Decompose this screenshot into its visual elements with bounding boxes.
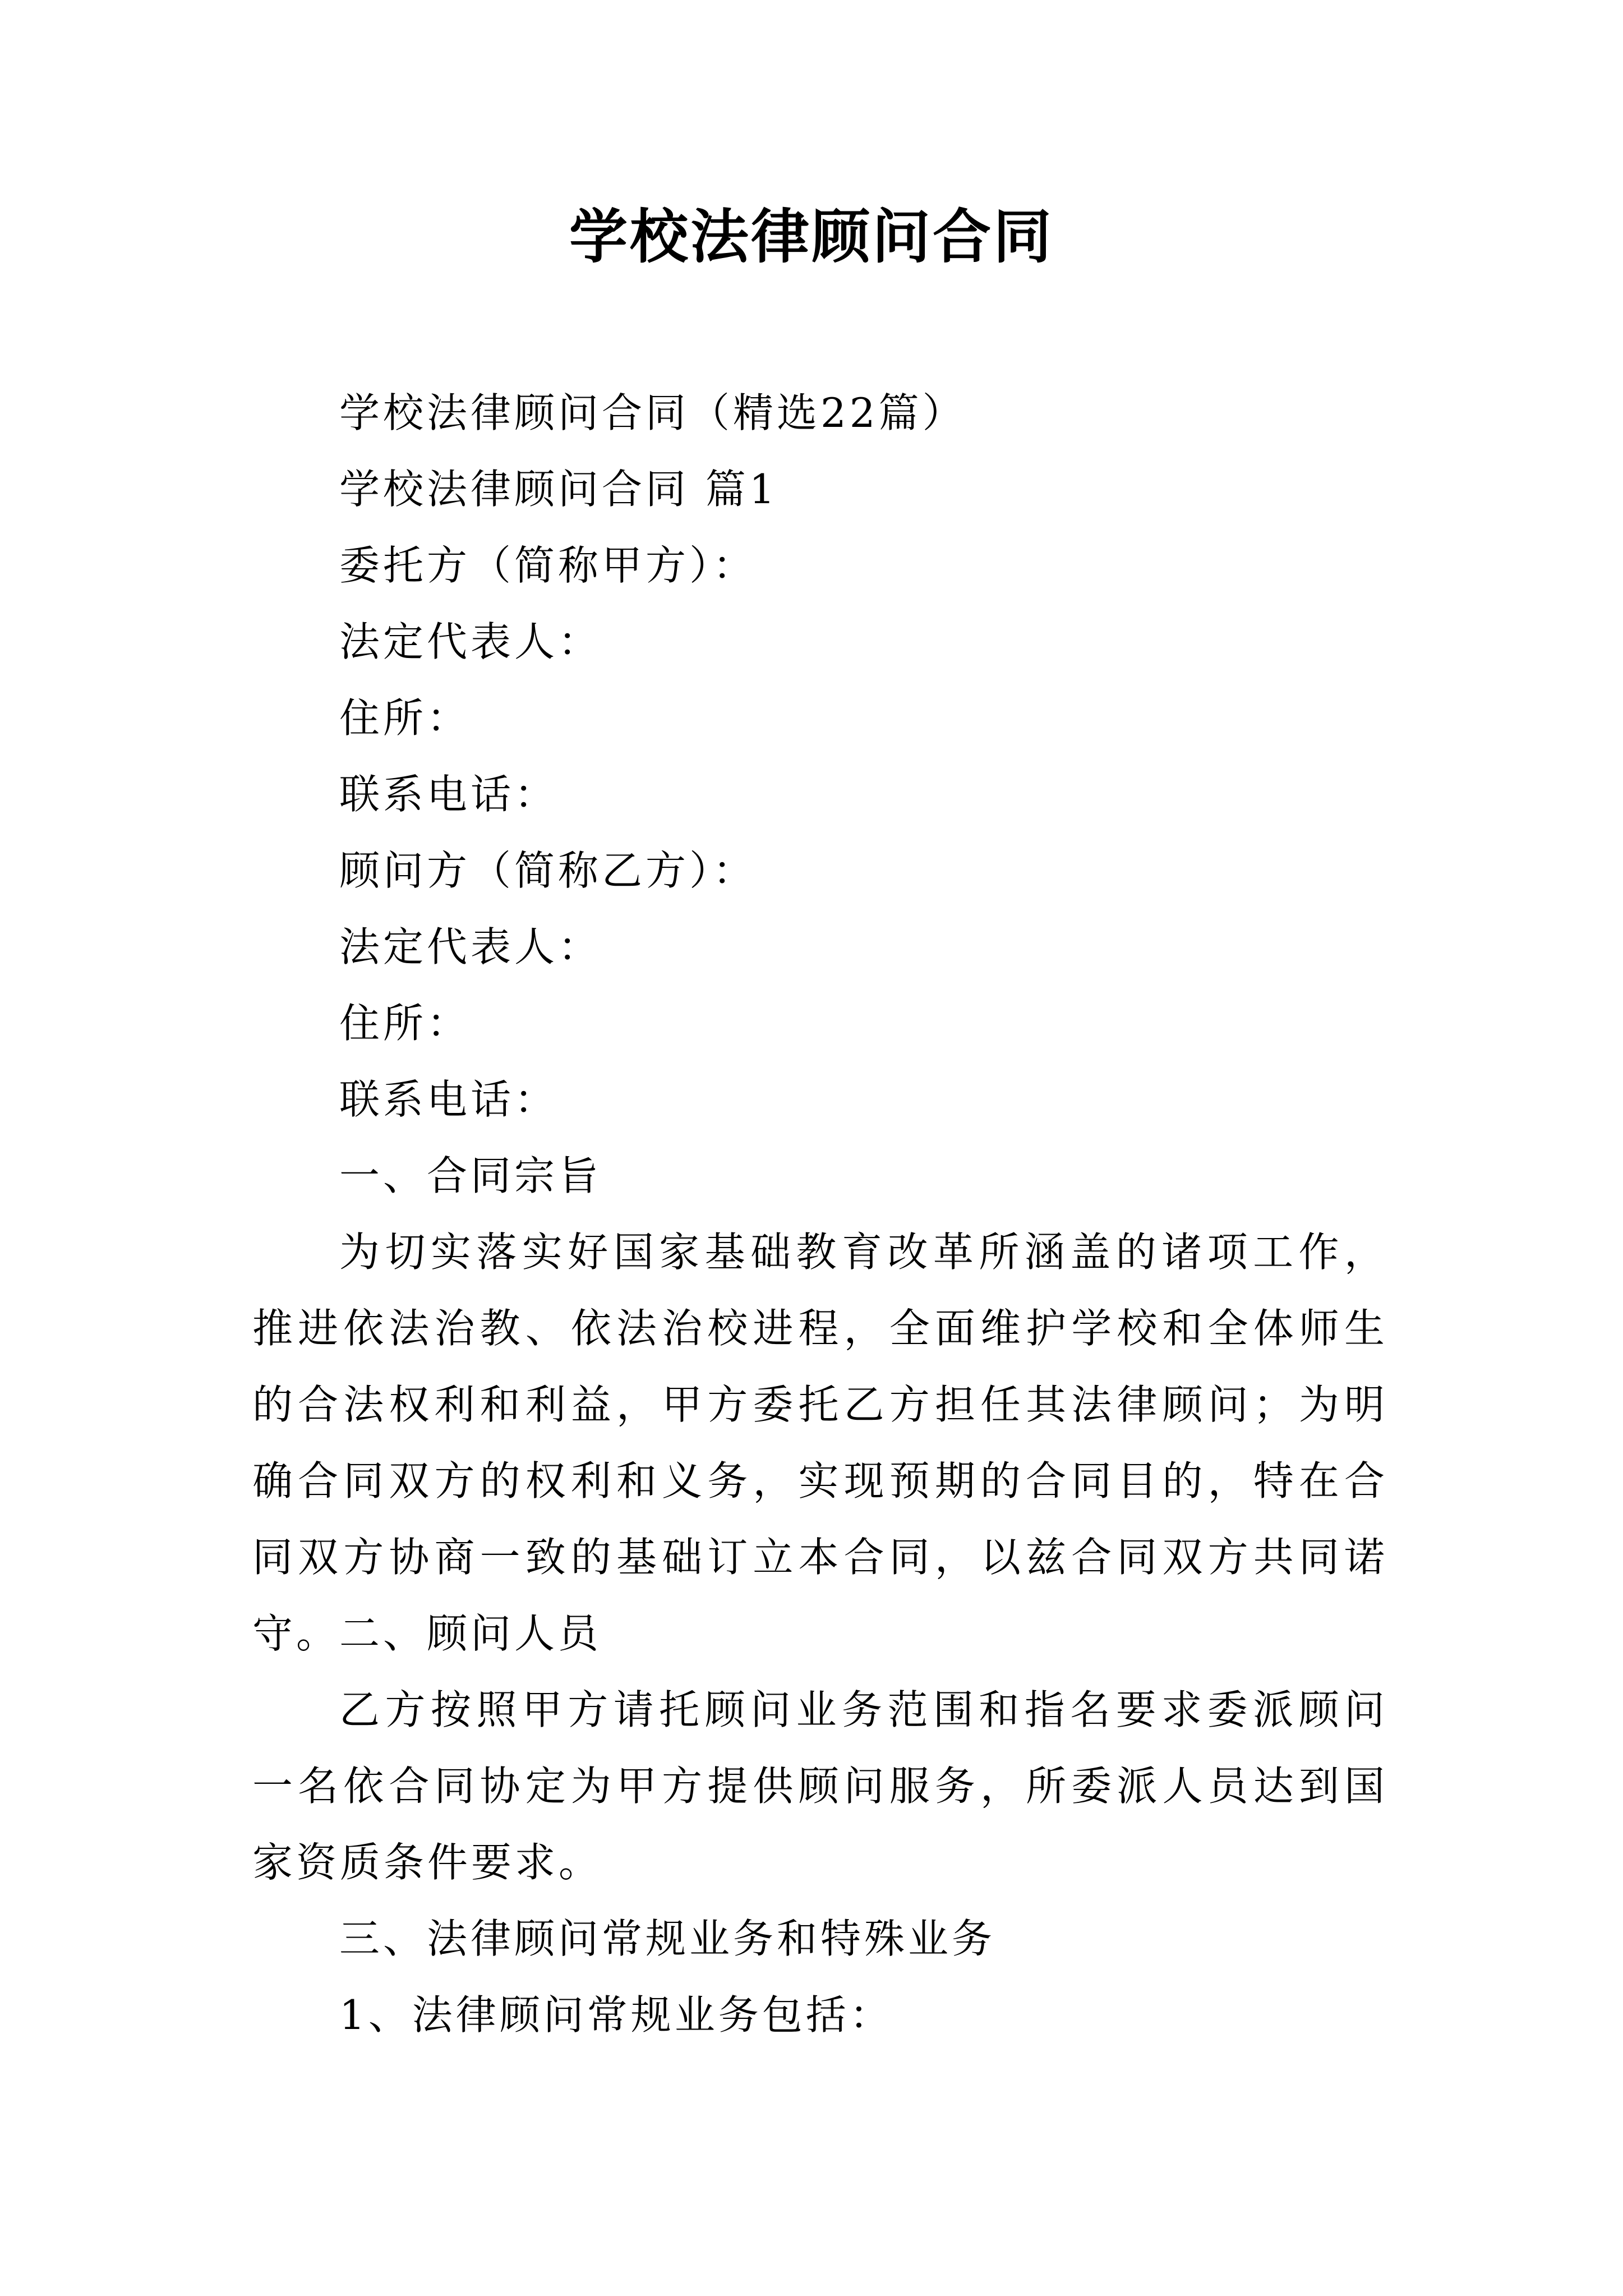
section-body-purpose: 为切实落实好国家基础教育改革所涵盖的诸项工作，推进依法治教、依法治校进程，全面维护学校和全体师生的合法权利和利益，甲方委托乙方担任其法律顾问；为明确合同双方的权利和义务，实现预期的合同目的，特在合同双方协商一致的基础订立本合同，以兹合同双方共同诺守。 xyxy=(252,1228,1388,1657)
article-heading: 学校法律顾问合同 篇1 xyxy=(339,466,778,513)
party-a-address: 住所： xyxy=(339,694,471,742)
party-a-label: 委托方（简称甲方）： xyxy=(339,542,757,589)
section-item-routine-services: 1、法律顾问常规业务包括： xyxy=(339,1991,893,2039)
party-b-phone: 联系电话： xyxy=(339,1076,559,1123)
section-body-personnel: 乙方按照甲方请托顾问业务范围和指名要求委派顾问一名依合同协定为甲方提供顾问服务，所委派人员达到国家资质条件要求。 xyxy=(252,1686,1388,1886)
party-b-label: 顾问方（简称乙方）： xyxy=(339,847,757,894)
party-b-address: 住所： xyxy=(339,1000,471,1047)
party-a-legal-rep: 法定代表人： xyxy=(339,618,602,665)
document-subtitle: 学校法律顾问合同（精选22篇） xyxy=(339,389,966,436)
section-heading-purpose: 一、合同宗旨 xyxy=(339,1152,602,1199)
section-heading-personnel: 二、顾问人员 xyxy=(339,1610,602,1657)
party-b-legal-rep: 法定代表人： xyxy=(339,923,602,970)
party-a-phone: 联系电话： xyxy=(339,771,559,818)
document-title: 学校法律顾问合同 xyxy=(569,203,1054,271)
section-heading-services: 三、法律顾问常规业务和特殊业务 xyxy=(339,1915,996,1962)
